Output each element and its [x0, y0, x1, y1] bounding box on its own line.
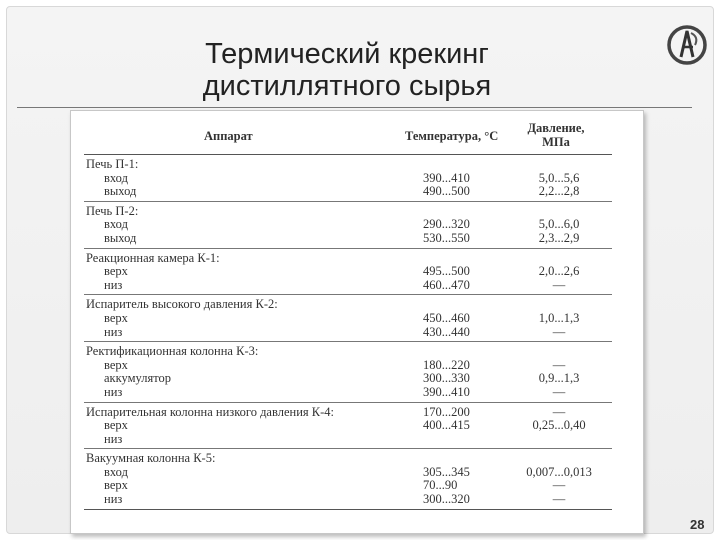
position-label: вход: [104, 170, 128, 185]
table-row: [84, 359, 612, 373]
pressure-cell: —: [552, 277, 566, 292]
table-header: [84, 119, 612, 155]
table-group: [84, 155, 612, 202]
temperature-cell: 180...220: [423, 357, 470, 372]
slide-title-line2: дистиллятного сырья: [202, 70, 492, 102]
table-row: [84, 466, 612, 480]
group-header-row: [84, 205, 612, 219]
temperature-cell: 460...470: [423, 277, 470, 292]
temperature-cell: 300...330: [423, 371, 470, 386]
temperature-cell: 390...410: [423, 170, 470, 185]
apparatus-name: Вакуумная колонна К-5:: [86, 451, 216, 466]
table-group: [84, 449, 612, 509]
header-pressure: Давление, МПа: [527, 121, 585, 149]
temperature-cell: 290...320: [423, 217, 470, 232]
table-row: [84, 172, 612, 186]
table-group: [84, 403, 612, 450]
pressure-cell: 0,007...0,013: [526, 464, 592, 479]
table-group: [84, 202, 612, 249]
pressure-cell: 2,0...2,6: [538, 264, 580, 279]
page-number: 28: [690, 517, 705, 532]
position-label: верх: [104, 310, 128, 325]
position-label: вход: [104, 464, 128, 479]
position-label: верх: [104, 357, 128, 372]
header-temperature: Температура, °С: [405, 129, 499, 143]
group-header-row: [84, 406, 612, 420]
slide-title-line1: Термический крекинг: [205, 38, 489, 70]
position-label: низ: [104, 492, 123, 507]
pressure-cell: 2,2...2,8: [538, 184, 580, 199]
temperature-cell: 70...90: [423, 478, 458, 493]
pressure-cell: —: [552, 324, 566, 339]
temperature-cell: 450...460: [423, 310, 470, 325]
pressure-cell: 5,0...6,0: [538, 217, 580, 232]
apparatus-name: Ректификационная колонна К-3:: [86, 344, 259, 359]
table-group: [84, 295, 612, 342]
table-row: [84, 386, 612, 400]
pressure-cell: 5,0...5,6: [538, 170, 580, 185]
pressure-cell: 0,9...1,3: [538, 371, 580, 386]
pressure-cell: —: [552, 492, 566, 507]
table-group: [84, 249, 612, 296]
temperature-cell: 430...440: [423, 324, 470, 339]
table-row: [84, 265, 612, 279]
position-label: верх: [104, 264, 128, 279]
table-row: [84, 279, 612, 293]
apparatus-table: [84, 119, 612, 510]
position-label: верх: [104, 478, 128, 493]
pressure-cell: 1,0...1,3: [538, 310, 580, 325]
table-row: [84, 372, 612, 386]
table-row: [84, 479, 612, 493]
position-label: низ: [104, 384, 123, 399]
title-divider: [17, 107, 692, 108]
table-row: [84, 326, 612, 340]
table-row: [84, 232, 612, 246]
pressure-cell: 2,3...2,9: [538, 230, 580, 245]
position-label: верх: [104, 418, 128, 433]
temperature-cell: 490...500: [423, 184, 470, 199]
position-label: вход: [104, 217, 128, 232]
temperature-cell: 530...550: [423, 230, 470, 245]
apparatus-name: Печь П-2:: [86, 203, 139, 218]
apparatus-name: Реакционная камера К-1:: [86, 250, 220, 265]
pressure-cell: 0,25...0,40: [532, 418, 586, 433]
position-label: низ: [104, 431, 123, 446]
temperature-cell: 300...320: [423, 492, 470, 507]
apparatus-name: Печь П-1:: [86, 157, 139, 171]
table-row: [84, 185, 612, 199]
table-group: [84, 342, 612, 402]
group-header-row: [84, 158, 612, 172]
pressure-cell: —: [552, 384, 566, 399]
group-header-row: [84, 345, 612, 359]
table-row: [84, 433, 612, 447]
table-row: [84, 312, 612, 326]
table-row: [84, 218, 612, 232]
temperature-cell: 495...500: [423, 264, 470, 279]
position-label: выход: [104, 184, 137, 199]
table-row: [84, 419, 612, 433]
group-header-row: [84, 452, 612, 466]
position-label: аккумулятор: [104, 371, 171, 386]
position-label: выход: [104, 230, 137, 245]
university-logo-icon: [665, 23, 709, 67]
pressure-cell: —: [552, 357, 566, 372]
temperature-cell: 390...410: [423, 384, 470, 399]
group-header-row: [84, 252, 612, 266]
group-header-row: [84, 298, 612, 312]
temperature-cell: 305...345: [423, 464, 470, 479]
pressure-cell: —: [552, 404, 566, 419]
apparatus-name: Испарительная колонна низкого давления К-4:: [86, 404, 334, 419]
temperature-cell: 400...415: [423, 418, 470, 433]
position-label: низ: [104, 277, 123, 292]
apparatus-name: Испаритель высокого давления К-2:: [86, 297, 278, 312]
position-label: низ: [104, 324, 123, 339]
slide: [6, 6, 714, 534]
temperature-cell: 170...200: [423, 404, 470, 419]
pressure-cell: —: [552, 478, 566, 493]
table-row: [84, 493, 612, 507]
header-apparatus: Аппарат: [204, 129, 253, 143]
data-table-card: [70, 110, 644, 534]
